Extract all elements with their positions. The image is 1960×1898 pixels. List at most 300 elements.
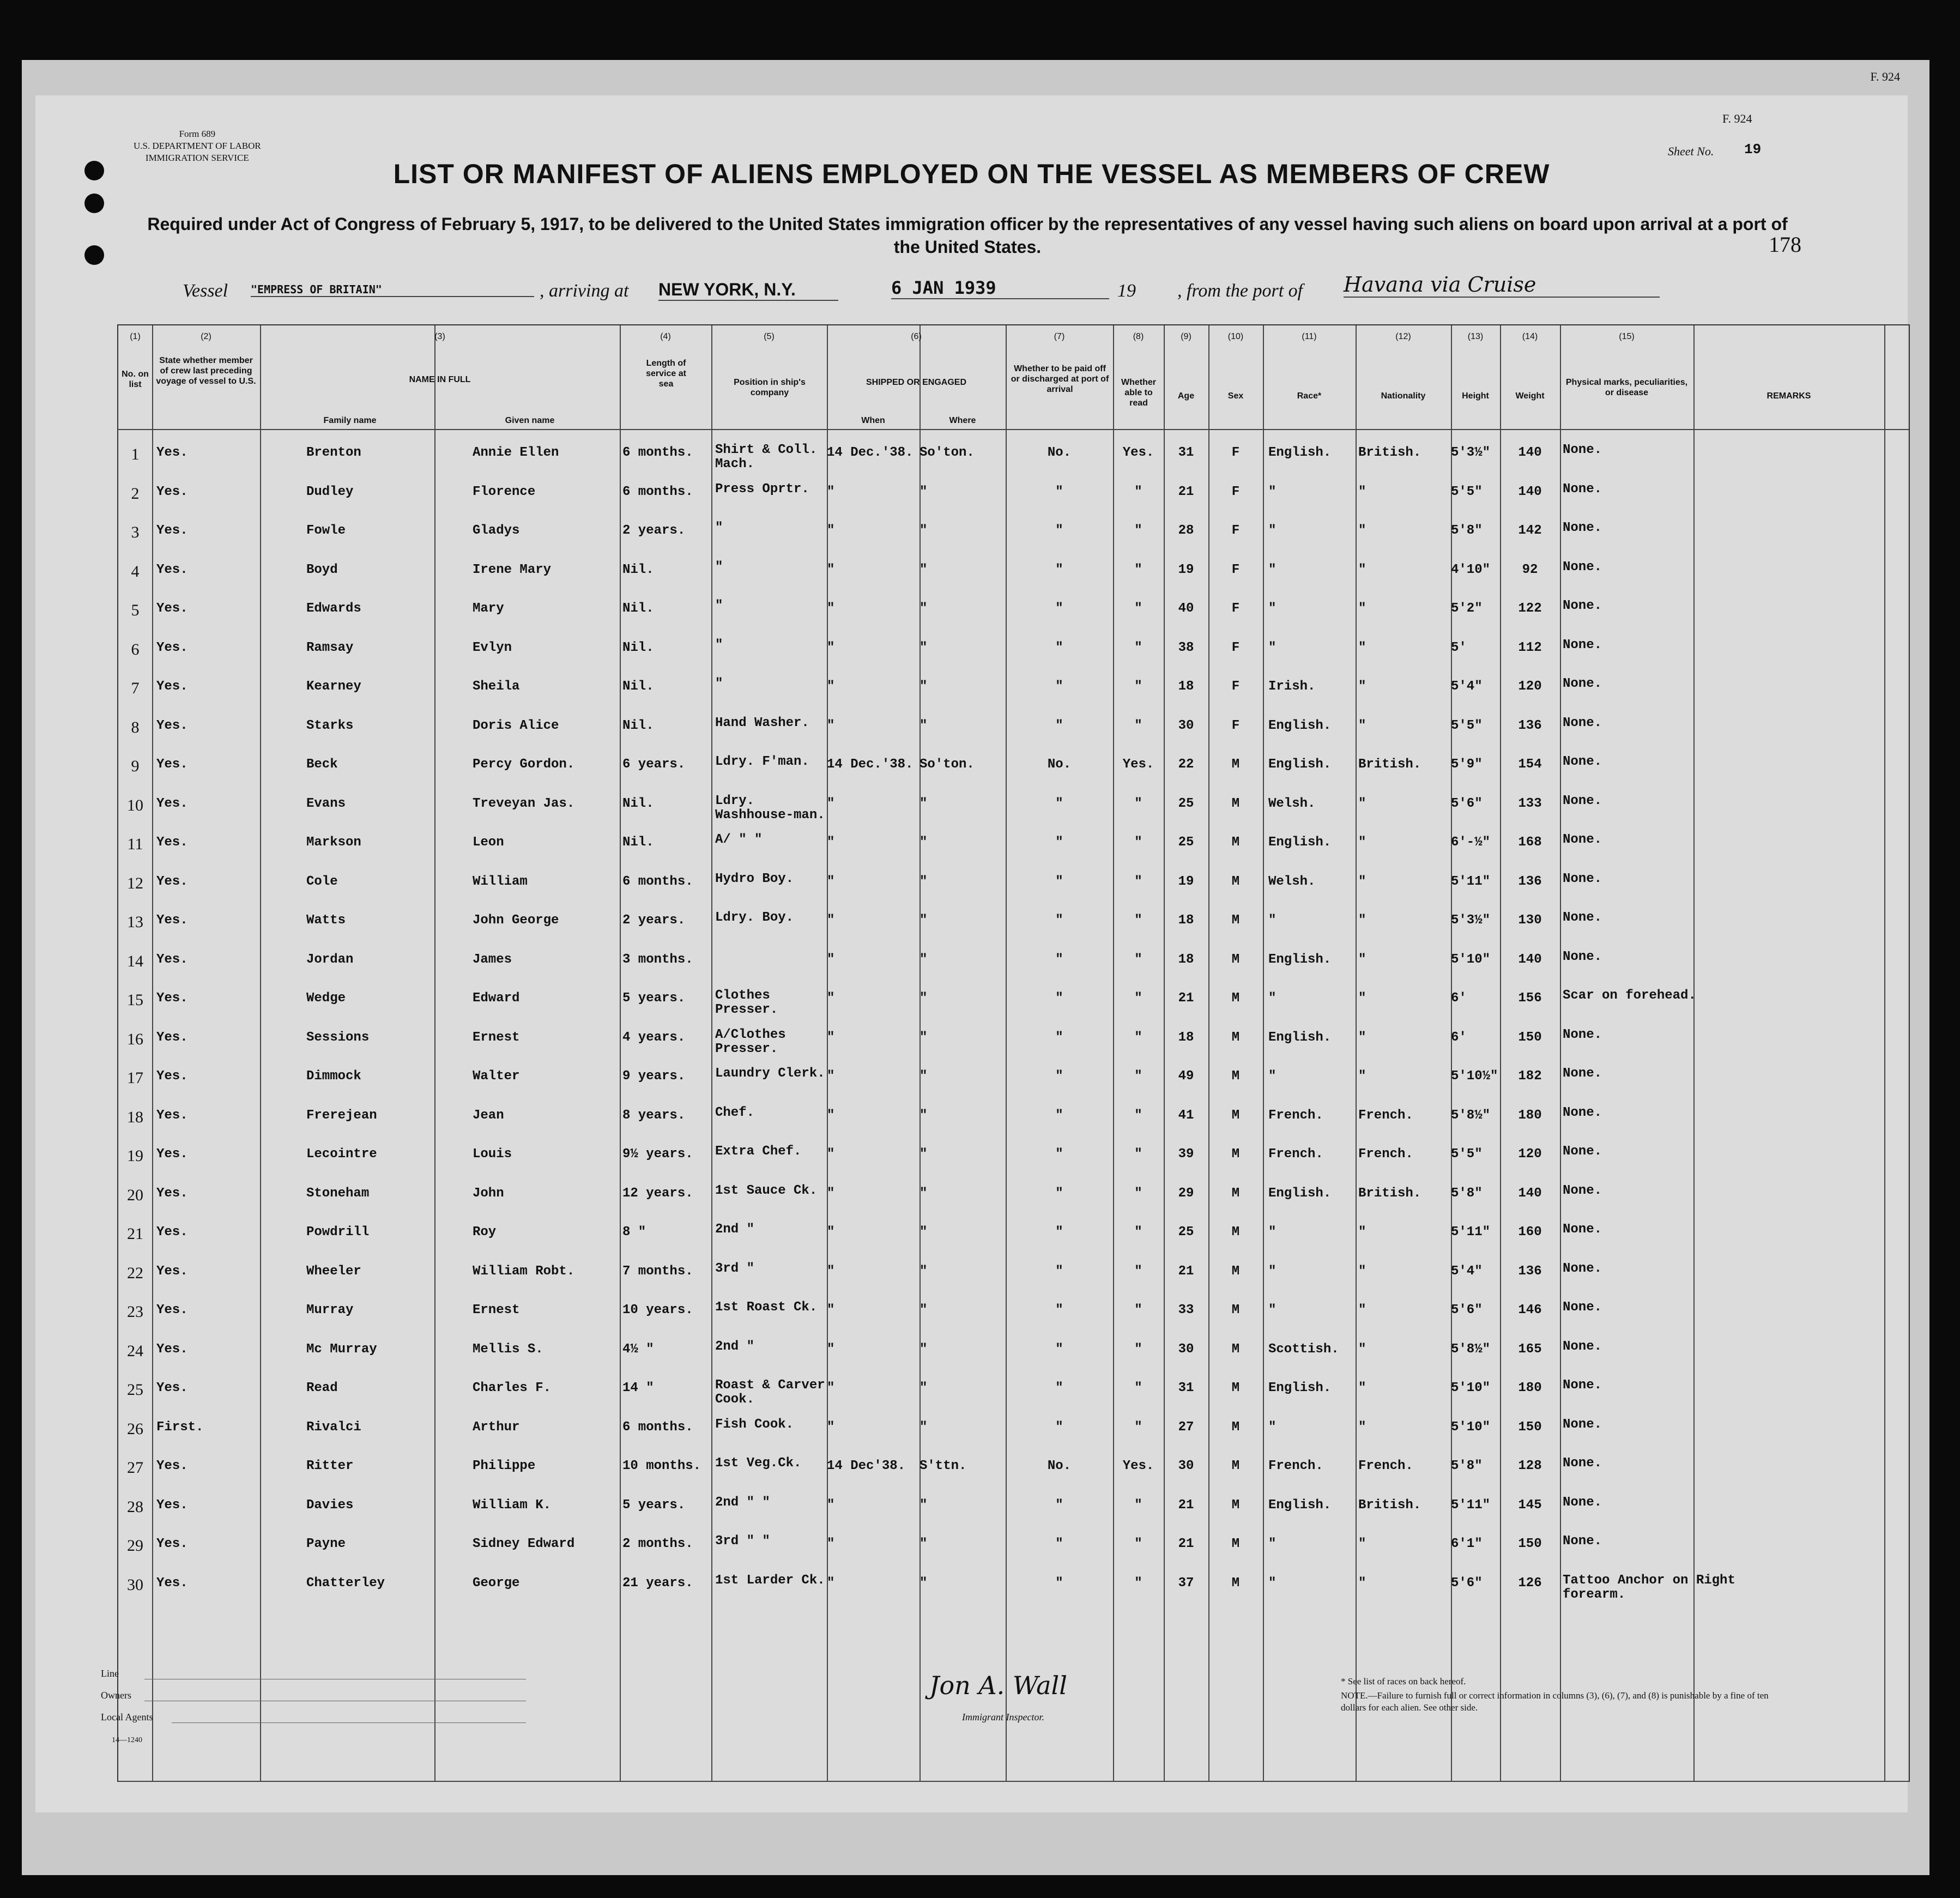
cell-when: " [827, 952, 835, 967]
cell-sex: M [1231, 991, 1240, 1006]
cell-crew: Yes. [156, 1225, 188, 1240]
cell-given: Jean [473, 1108, 504, 1123]
cell-sex: M [1231, 1381, 1240, 1395]
cell-when: " [827, 1303, 835, 1317]
col-header-nationality: Nationality [1381, 391, 1426, 401]
cell-where: " [919, 1381, 928, 1395]
cell-service: Nil. [622, 640, 654, 655]
cell-nat: " [1358, 1303, 1366, 1317]
cell-no: 27 [127, 1459, 143, 1477]
cell-when: " [827, 1225, 835, 1240]
cell-no: 3 [131, 523, 140, 541]
cell-when: " [827, 1537, 835, 1551]
cell-read: " [1134, 991, 1142, 1006]
cell-paid: " [1055, 718, 1063, 733]
cell-service: Nil. [622, 796, 654, 811]
cell-weight: 140 [1518, 952, 1542, 967]
cell-race: " [1268, 523, 1277, 538]
cell-family: Evans [306, 796, 346, 811]
cell-age: 31 [1178, 1381, 1194, 1395]
cell-read: " [1134, 1575, 1142, 1591]
cell-given: Charles F. [473, 1381, 552, 1395]
col-num: (13) [1467, 332, 1484, 341]
cell-given: Florence [473, 484, 536, 499]
table-row [118, 793, 1909, 836]
table-row [118, 988, 1909, 1030]
cell-position: Clothes Presser. [715, 988, 778, 1017]
cell-marks: None. [1563, 1222, 1602, 1237]
cell-height: 6'-½" [1451, 835, 1491, 850]
cell-age: 21 [1178, 1497, 1194, 1513]
cell-position: 1st Roast Ck. [715, 1300, 818, 1315]
cell-position: A/ " " [715, 832, 763, 847]
cell-given: James [473, 952, 512, 967]
cell-race: " [1268, 1069, 1277, 1084]
cell-sex: M [1231, 757, 1240, 772]
cell-sex: F [1231, 562, 1240, 577]
cell-where: " [919, 913, 928, 928]
sheet-label: Sheet No. [1668, 144, 1714, 158]
cell-service: 7 months. [622, 1264, 693, 1279]
col-header-race: Race* [1297, 391, 1322, 401]
cell-paid: " [1055, 1341, 1063, 1357]
col-header-name: NAME IN FULL [409, 375, 471, 384]
cell-age: 30 [1178, 1341, 1194, 1357]
cell-weight: 165 [1518, 1341, 1542, 1357]
cell-race: English. [1268, 835, 1332, 850]
cell-no: 26 [127, 1419, 143, 1438]
cell-age: 49 [1178, 1069, 1194, 1084]
cell-read: Yes. [1122, 445, 1154, 460]
cell-given: Walter [473, 1069, 520, 1084]
cell-paid: " [1055, 601, 1063, 616]
cell-nat: " [1358, 1381, 1366, 1395]
cell-height: 5'5" [1451, 718, 1483, 733]
cell-no: 8 [131, 718, 140, 736]
cell-race: " [1268, 1264, 1277, 1279]
cell-service: 4½ " [622, 1341, 654, 1357]
cell-crew: Yes. [156, 640, 188, 655]
cell-height: 5'11" [1451, 1497, 1491, 1513]
cell-age: 33 [1178, 1303, 1194, 1317]
cell-height: 6' [1451, 991, 1467, 1006]
cell-service: 2 years. [622, 913, 686, 928]
date-stamp: 6 JAN 1939 [891, 277, 1109, 299]
cell-read: Yes. [1122, 757, 1154, 772]
cell-read: " [1134, 835, 1142, 850]
col-header-paid: Whether to be paid off or discharged at port of arrival [1011, 364, 1109, 394]
cell-crew: Yes. [156, 1108, 188, 1123]
cell-given: Arthur [473, 1419, 520, 1435]
cell-crew: Yes. [156, 874, 188, 889]
cell-read: " [1134, 1186, 1142, 1201]
cell-height: 5' [1451, 640, 1467, 655]
cell-where: " [919, 1341, 928, 1357]
cell-crew: Yes. [156, 1459, 188, 1473]
cell-where: " [919, 874, 928, 889]
cell-marks: None. [1563, 1027, 1602, 1042]
cell-given: Edward [473, 991, 520, 1006]
cell-marks: None. [1563, 481, 1602, 497]
cell-nat: " [1358, 562, 1366, 577]
agents-label: Local Agents [101, 1712, 153, 1722]
cell-weight: 154 [1518, 757, 1542, 772]
cell-when: " [827, 796, 835, 811]
cell-height: 5'11" [1451, 1225, 1491, 1240]
cell-marks: None. [1563, 1456, 1602, 1471]
cell-family: Read [306, 1381, 338, 1395]
cell-when: 14 Dec'38. [827, 1459, 906, 1473]
cell-race: English. [1268, 1030, 1332, 1045]
punch-hole [84, 194, 104, 213]
cell-nat: " [1358, 1069, 1366, 1084]
cell-given: Ernest [473, 1030, 520, 1045]
cell-age: 31 [1178, 445, 1194, 460]
cell-age: 25 [1178, 796, 1194, 811]
cell-family: Edwards [306, 601, 361, 616]
cell-when: " [827, 1497, 835, 1513]
cell-family: Murray [306, 1303, 354, 1317]
cell-crew: Yes. [156, 679, 188, 694]
cell-service: 2 years. [622, 523, 686, 538]
cell-family: Watts [306, 913, 346, 928]
cell-race: " [1268, 640, 1277, 655]
cell-family: Jordan [306, 952, 354, 967]
cell-no: 2 [131, 484, 140, 503]
cell-weight: 112 [1518, 640, 1542, 655]
cell-paid: " [1055, 1147, 1063, 1162]
cell-sex: M [1231, 874, 1240, 889]
cell-position: 2nd " [715, 1222, 755, 1237]
page-title: LIST OR MANIFEST OF ALIENS EMPLOYED ON THE VESSEL AS MEMBERS OF CREW [393, 159, 1550, 189]
cell-read: " [1134, 1147, 1142, 1162]
cell-position: Extra Chef. [715, 1144, 802, 1159]
cell-service: Nil. [622, 601, 654, 616]
cell-race: " [1268, 991, 1277, 1006]
cell-given: William K. [473, 1497, 552, 1513]
cell-age: 30 [1178, 718, 1194, 733]
cell-height: 5'6" [1451, 1575, 1483, 1591]
cell-nat: " [1358, 679, 1366, 694]
cell-marks: None. [1563, 443, 1602, 457]
cell-service: 6 months. [622, 1419, 693, 1435]
cell-read: " [1134, 1069, 1142, 1084]
cell-nat: " [1358, 835, 1366, 850]
cell-race: " [1268, 1225, 1277, 1240]
cell-service: 3 months. [622, 952, 693, 967]
cell-nat: " [1358, 952, 1366, 967]
cell-sex: M [1231, 1264, 1240, 1279]
cell-read: " [1134, 640, 1142, 655]
cell-weight: 140 [1518, 484, 1542, 499]
col-num: (5) [764, 332, 775, 341]
cell-crew: Yes. [156, 1341, 188, 1357]
cell-paid: " [1055, 523, 1063, 538]
cell-marks: None. [1563, 1144, 1602, 1159]
cell-where: " [919, 796, 928, 811]
sheet-number: 19 [1744, 141, 1762, 158]
cell-family: Dimmock [306, 1069, 361, 1084]
cell-paid: " [1055, 1497, 1063, 1513]
cell-height: 5'8" [1451, 1186, 1483, 1201]
cell-weight: 145 [1518, 1497, 1542, 1513]
cell-nat: " [1358, 1575, 1366, 1591]
col-num: (9) [1181, 332, 1191, 341]
cell-crew: Yes. [156, 718, 188, 733]
cell-no: 4 [131, 562, 140, 581]
cell-sex: M [1231, 1419, 1240, 1435]
cell-position: Hydro Boy. [715, 871, 794, 886]
cell-no: 20 [127, 1186, 143, 1204]
cell-where: " [919, 1303, 928, 1317]
cell-crew: Yes. [156, 952, 188, 967]
cell-crew: Yes. [156, 757, 188, 772]
cell-given: Sheila [473, 679, 520, 694]
cell-no: 23 [127, 1303, 143, 1321]
cell-height: 5'6" [1451, 1303, 1483, 1317]
cell-crew: Yes. [156, 835, 188, 850]
cell-height: 5'9" [1451, 757, 1483, 772]
cell-service: 6 months. [622, 445, 693, 460]
cell-when: " [827, 1264, 835, 1279]
cell-given: Evlyn [473, 640, 512, 655]
cell-weight: 133 [1518, 796, 1542, 811]
cell-weight: 122 [1518, 601, 1542, 616]
col-header-crew: State whether member of crew last preceding voyage of vessel to U.S. [156, 356, 256, 386]
cell-race: English. [1268, 445, 1332, 460]
col-num: (3) [434, 332, 445, 341]
cell-read: " [1134, 1497, 1142, 1513]
cell-service: 9 years. [622, 1069, 686, 1084]
table-row [118, 445, 1909, 485]
cell-marks: None. [1563, 793, 1602, 808]
cell-family: Brenton [306, 445, 361, 460]
cell-when: " [827, 523, 835, 538]
cell-crew: Yes. [156, 484, 188, 499]
cell-when: " [827, 1108, 835, 1123]
cell-nat: " [1358, 1030, 1366, 1045]
cell-read: " [1134, 952, 1142, 967]
cell-paid: No. [1047, 1459, 1072, 1473]
cell-given: William [473, 874, 528, 889]
cell-weight: 120 [1518, 679, 1542, 694]
owners-label: Owners [101, 1690, 131, 1701]
races-note: * See list of races on back hereof. [1341, 1676, 1466, 1687]
cell-race: " [1268, 1575, 1277, 1591]
cell-when: " [827, 1069, 835, 1084]
cell-read: " [1134, 1108, 1142, 1123]
cell-position: 2nd " " [715, 1495, 770, 1510]
cell-crew: Yes. [156, 796, 188, 811]
cell-paid: " [1055, 1303, 1063, 1317]
cell-no: 15 [127, 991, 143, 1009]
cell-crew: First. [156, 1419, 204, 1435]
table-row [118, 637, 1909, 680]
cell-marks: None. [1563, 559, 1602, 575]
cell-service: 6 years. [622, 757, 686, 772]
table-row [118, 1534, 1909, 1576]
cell-read: " [1134, 1225, 1142, 1240]
cell-marks: None. [1563, 754, 1602, 769]
department: U.S. DEPARTMENT OF LABOR [134, 141, 261, 151]
col-header-age: Age [1177, 391, 1195, 401]
cell-read: " [1134, 874, 1142, 889]
cell-age: 25 [1178, 835, 1194, 850]
col-num: (6) [911, 332, 922, 341]
cell-sex: M [1231, 835, 1240, 850]
cell-read: " [1134, 601, 1142, 616]
cell-no: 7 [131, 679, 140, 697]
col-num: (1) [130, 332, 141, 341]
cell-race: " [1268, 601, 1277, 616]
cell-read: " [1134, 484, 1142, 499]
cell-given: Doris Alice [473, 718, 559, 733]
cell-position: Ldry. F'man. [715, 754, 809, 769]
subtitle: Required under Act of Congress of February 5, 1917, to be delivered to the United States immigration officer by the representatives of any vessel having such aliens on board upon arrival at a port of the United States. [147, 214, 1788, 257]
cell-where: " [919, 1030, 928, 1045]
cell-nat: French. [1358, 1108, 1413, 1123]
cell-no: 1 [131, 445, 140, 463]
cell-sex: F [1231, 679, 1240, 694]
cell-crew: Yes. [156, 913, 188, 928]
col-header-marks: Physical marks, peculiarities, or disease [1565, 378, 1688, 397]
table-row [118, 601, 1909, 640]
col-header-weight: Weight [1515, 391, 1545, 401]
table-row [118, 1495, 1909, 1537]
cell-sex: F [1231, 718, 1240, 733]
cell-age: 38 [1178, 640, 1194, 655]
punch-hole [84, 245, 104, 265]
cell-age: 21 [1178, 991, 1194, 1006]
cell-age: 41 [1178, 1108, 1194, 1123]
table-row [118, 1183, 1909, 1225]
col-header-given: Given name [505, 416, 555, 425]
col-header-when: When [861, 416, 885, 425]
inspector-signature: Jon A. Wall [929, 1671, 1067, 1700]
cell-where: " [919, 1108, 928, 1123]
table-row [118, 1456, 1909, 1498]
cell-height: 5'10" [1451, 952, 1491, 967]
cell-family: Stoneham [306, 1186, 370, 1201]
cell-sex: M [1231, 1108, 1240, 1123]
cell-height: 5'5" [1451, 484, 1483, 499]
cell-race: French. [1268, 1459, 1323, 1473]
cell-where: " [919, 1497, 928, 1513]
cell-paid: No. [1047, 757, 1072, 772]
cell-where: " [919, 523, 928, 538]
cell-position: Shirt & Coll. Mach. [715, 443, 818, 472]
from-port: Havana via Cruise [1344, 273, 1660, 298]
cell-race: Welsh. [1268, 796, 1316, 811]
cell-position: " [715, 559, 723, 575]
cell-weight: 120 [1518, 1147, 1542, 1162]
cell-race: Welsh. [1268, 874, 1316, 889]
cell-no: 16 [127, 1030, 143, 1048]
cell-position: 3rd " [715, 1261, 755, 1276]
cell-no: 29 [127, 1537, 143, 1555]
cell-given: Roy [473, 1225, 497, 1240]
cell-weight: 150 [1518, 1030, 1542, 1045]
cell-paid: " [1055, 679, 1063, 694]
cell-no: 19 [127, 1147, 143, 1165]
vessel-name: "EMPRESS OF BRITAIN" [251, 283, 534, 297]
cell-weight: 146 [1518, 1303, 1542, 1317]
cell-where: " [919, 952, 928, 967]
cell-sex: M [1231, 1186, 1240, 1201]
cell-when: " [827, 913, 835, 928]
cell-height: 5'2" [1451, 601, 1483, 616]
cell-position: A/Clothes Presser. [715, 1027, 786, 1056]
cell-service: Nil. [622, 718, 654, 733]
cell-read: " [1134, 1537, 1142, 1551]
cell-family: Mc Murray [306, 1341, 377, 1357]
cell-weight: 136 [1518, 718, 1542, 733]
cell-marks: None. [1563, 871, 1602, 886]
cell-age: 28 [1178, 523, 1194, 538]
cell-position: Press Oprtr. [715, 481, 809, 497]
cell-given: Irene Mary [473, 562, 552, 577]
cell-paid: " [1055, 1575, 1063, 1591]
form-code: F. 924 [1722, 112, 1752, 125]
cell-family: Boyd [306, 562, 338, 577]
cell-crew: Yes. [156, 1264, 188, 1279]
cell-race: French. [1268, 1108, 1323, 1123]
cell-family: Rivalci [306, 1419, 361, 1435]
cell-family: Powdrill [306, 1225, 370, 1240]
cell-paid: " [1055, 796, 1063, 811]
cell-no: 9 [131, 757, 140, 775]
cell-height: 5'3½" [1451, 913, 1491, 928]
cell-race: " [1268, 562, 1277, 577]
cell-nat: " [1358, 913, 1366, 928]
cell-service: 10 months. [622, 1459, 701, 1473]
cell-paid: " [1055, 1030, 1063, 1045]
cell-crew: Yes. [156, 601, 188, 616]
cell-age: 29 [1178, 1186, 1194, 1201]
cell-position: 3rd " " [715, 1534, 770, 1549]
cell-weight: 128 [1518, 1459, 1542, 1473]
cell-marks: Tattoo Anchor on Right forearm. [1563, 1573, 1735, 1602]
cell-marks: None. [1563, 676, 1602, 691]
cell-no: 25 [127, 1381, 143, 1399]
cell-position: Chef. [715, 1105, 755, 1120]
service: IMMIGRATION SERVICE [145, 153, 249, 163]
cell-paid: " [1055, 640, 1063, 655]
table-row [118, 1378, 1909, 1420]
table-row [118, 559, 1909, 602]
cell-given: Ernest [473, 1303, 520, 1317]
year-label: 19 [1117, 281, 1136, 301]
table-row [118, 1417, 1909, 1459]
table-row [118, 1339, 1909, 1381]
cell-race: Scottish. [1268, 1341, 1339, 1357]
table-row [118, 1300, 1909, 1342]
cell-paid: " [1055, 1264, 1063, 1279]
cell-position: 1st Larder Ck. [715, 1573, 825, 1588]
cell-crew: Yes. [156, 991, 188, 1006]
cell-marks: None. [1563, 599, 1602, 613]
cell-when: " [827, 484, 835, 499]
cell-age: 37 [1178, 1575, 1194, 1591]
cell-family: Starks [306, 718, 354, 733]
cell-position: Laundry Clerk. [715, 1066, 825, 1081]
cell-given: Sidney Edward [473, 1537, 575, 1551]
cell-family: Dudley [306, 484, 354, 499]
cell-crew: Yes. [156, 1303, 188, 1317]
cell-where: " [919, 835, 928, 850]
cell-when: " [827, 601, 835, 616]
cell-service: Nil. [622, 835, 654, 850]
